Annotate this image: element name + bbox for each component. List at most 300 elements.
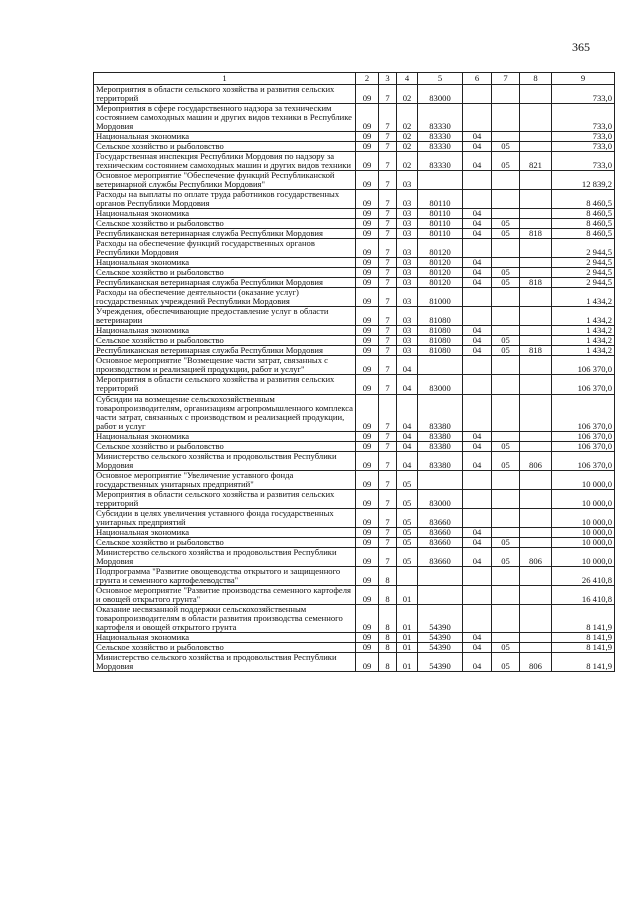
program-code-cell: 7	[379, 239, 397, 258]
amount-cell: 8 141,9	[552, 642, 615, 652]
program-code-cell: 7	[379, 171, 397, 190]
amount-cell: 733,0	[552, 142, 615, 152]
expense-code-cell: 81080	[418, 326, 463, 336]
admin-code-cell	[520, 470, 552, 489]
amount-cell: 106 370,0	[552, 375, 615, 394]
expense-code-cell	[418, 470, 463, 489]
table-row	[94, 527, 615, 537]
item-name-cell: Субсидии на возмещение сельскохозяйственным товаропроизводителям, организациям агропромышленного комплекса части затрат, связанных с производством и реализацией продукции, работ и услуг	[94, 394, 356, 431]
section-code-cell: 04	[463, 142, 492, 152]
item-name-cell: Основное мероприятие "Обеспечение функций Республиканской ветеринарной службы Республики Мордовия"	[94, 171, 356, 190]
section-code-cell: 04	[463, 229, 492, 239]
activity-code-cell: 03	[397, 346, 418, 356]
program-code-cell: 7	[379, 132, 397, 142]
amount-cell: 10 000,0	[552, 527, 615, 537]
expense-code-cell: 81080	[418, 307, 463, 326]
section-code-cell	[463, 85, 492, 104]
admin-code-cell	[520, 268, 552, 278]
ministry-code-cell: 09	[356, 508, 379, 527]
expense-code-cell: 83660	[418, 547, 463, 566]
amount-cell: 733,0	[552, 85, 615, 104]
table-row	[94, 132, 615, 142]
amount-cell: 1 434,2	[552, 288, 615, 307]
expense-code-cell: 83660	[418, 508, 463, 527]
program-code-cell: 8	[379, 652, 397, 671]
subsection-code-cell	[492, 604, 520, 632]
subsection-code-cell	[492, 508, 520, 527]
admin-code-cell	[520, 85, 552, 104]
table-row	[94, 642, 615, 652]
activity-code-cell: 04	[397, 375, 418, 394]
section-code-cell	[463, 566, 492, 585]
expense-code-cell: 80110	[418, 190, 463, 209]
ministry-code-cell: 09	[356, 307, 379, 326]
section-code-cell: 04	[463, 441, 492, 451]
header-cell: 3	[379, 73, 397, 85]
amount-cell: 8 141,9	[552, 604, 615, 632]
ministry-code-cell: 09	[356, 336, 379, 346]
amount-cell: 2 944,5	[552, 278, 615, 288]
program-code-cell: 7	[379, 470, 397, 489]
item-name-cell: Мероприятия в области сельского хозяйства и развития сельских территорий	[94, 375, 356, 394]
subsection-code-cell	[492, 104, 520, 132]
ministry-code-cell: 09	[356, 604, 379, 632]
table-row	[94, 632, 615, 642]
subsection-code-cell	[492, 190, 520, 209]
amount-cell: 733,0	[552, 152, 615, 171]
amount-cell: 12 839,2	[552, 171, 615, 190]
amount-cell: 16 410,8	[552, 585, 615, 604]
item-name-cell: Мероприятия в области сельского хозяйства и развития сельских территорий	[94, 489, 356, 508]
expense-code-cell: 83380	[418, 441, 463, 451]
ministry-code-cell: 09	[356, 527, 379, 537]
admin-code-cell	[520, 394, 552, 431]
amount-cell: 26 410,8	[552, 566, 615, 585]
expense-code-cell: 81000	[418, 288, 463, 307]
admin-code-cell	[520, 356, 552, 375]
activity-code-cell: 03	[397, 268, 418, 278]
activity-code-cell: 03	[397, 258, 418, 268]
program-code-cell: 7	[379, 85, 397, 104]
table-row	[94, 219, 615, 229]
table-row	[94, 585, 615, 604]
table-row	[94, 171, 615, 190]
admin-code-cell	[520, 190, 552, 209]
ministry-code-cell: 09	[356, 632, 379, 642]
ministry-code-cell: 09	[356, 346, 379, 356]
section-code-cell	[463, 375, 492, 394]
subsection-code-cell: 05	[492, 278, 520, 288]
section-code-cell: 04	[463, 652, 492, 671]
amount-cell: 106 370,0	[552, 356, 615, 375]
amount-cell: 8 460,5	[552, 229, 615, 239]
program-code-cell: 8	[379, 566, 397, 585]
section-code-cell: 04	[463, 219, 492, 229]
subsection-code-cell	[492, 375, 520, 394]
expense-code-cell: 80110	[418, 219, 463, 229]
program-code-cell: 7	[379, 489, 397, 508]
section-code-cell	[463, 470, 492, 489]
item-name-cell: Сельское хозяйство и рыболовство	[94, 336, 356, 346]
admin-code-cell	[520, 566, 552, 585]
program-code-cell: 7	[379, 288, 397, 307]
admin-code-cell	[520, 132, 552, 142]
activity-code-cell: 03	[397, 190, 418, 209]
section-code-cell: 04	[463, 632, 492, 642]
activity-code-cell: 03	[397, 239, 418, 258]
admin-code-cell	[520, 441, 552, 451]
ministry-code-cell: 09	[356, 642, 379, 652]
activity-code-cell: 03	[397, 209, 418, 219]
ministry-code-cell: 09	[356, 142, 379, 152]
subsection-code-cell: 05	[492, 336, 520, 346]
section-code-cell: 04	[463, 527, 492, 537]
program-code-cell: 7	[379, 258, 397, 268]
header-cell: 6	[463, 73, 492, 85]
subsection-code-cell: 05	[492, 451, 520, 470]
ministry-code-cell: 09	[356, 229, 379, 239]
subsection-code-cell	[492, 307, 520, 326]
expense-code-cell: 80110	[418, 229, 463, 239]
table-row	[94, 508, 615, 527]
program-code-cell: 7	[379, 209, 397, 219]
ministry-code-cell: 09	[356, 431, 379, 441]
item-name-cell: Основное мероприятие "Развитие производства семенного картофеля и овощей открытого грунта"	[94, 585, 356, 604]
admin-code-cell	[520, 209, 552, 219]
item-name-cell: Национальная экономика	[94, 431, 356, 441]
activity-code-cell: 04	[397, 394, 418, 431]
table-header-row	[94, 73, 615, 85]
program-code-cell: 7	[379, 268, 397, 278]
amount-cell: 1 434,2	[552, 326, 615, 336]
admin-code-cell: 821	[520, 152, 552, 171]
ministry-code-cell: 09	[356, 239, 379, 258]
table-row	[94, 489, 615, 508]
admin-code-cell: 806	[520, 547, 552, 566]
expense-code-cell	[418, 585, 463, 604]
ministry-code-cell: 09	[356, 375, 379, 394]
expense-code-cell: 83660	[418, 537, 463, 547]
expense-code-cell	[418, 171, 463, 190]
ministry-code-cell: 09	[356, 394, 379, 431]
amount-cell: 106 370,0	[552, 441, 615, 451]
header-cell: 8	[520, 73, 552, 85]
ministry-code-cell: 09	[356, 219, 379, 229]
admin-code-cell	[520, 375, 552, 394]
item-name-cell: Основное мероприятие "Возмещение части затрат, связанных с производством и реализацией продукции, работ и услуг"	[94, 356, 356, 375]
section-code-cell	[463, 190, 492, 209]
program-code-cell: 7	[379, 375, 397, 394]
section-code-cell: 04	[463, 209, 492, 219]
table-row	[94, 307, 615, 326]
program-code-cell: 7	[379, 336, 397, 346]
activity-code-cell: 01	[397, 585, 418, 604]
ministry-code-cell: 09	[356, 356, 379, 375]
subsection-code-cell	[492, 632, 520, 642]
amount-cell: 8 141,9	[552, 652, 615, 671]
program-code-cell: 7	[379, 356, 397, 375]
activity-code-cell: 01	[397, 652, 418, 671]
program-code-cell: 7	[379, 326, 397, 336]
expense-code-cell: 83000	[418, 85, 463, 104]
item-name-cell: Расходы на обеспечение функций государственных органов Республики Мордовия	[94, 239, 356, 258]
amount-cell: 106 370,0	[552, 431, 615, 441]
table-row	[94, 336, 615, 346]
program-code-cell: 7	[379, 441, 397, 451]
section-code-cell: 04	[463, 537, 492, 547]
program-code-cell: 7	[379, 537, 397, 547]
section-code-cell: 04	[463, 451, 492, 470]
amount-cell: 2 944,5	[552, 239, 615, 258]
section-code-cell: 04	[463, 346, 492, 356]
program-code-cell: 7	[379, 394, 397, 431]
admin-code-cell	[520, 142, 552, 152]
section-code-cell	[463, 307, 492, 326]
program-code-cell: 8	[379, 632, 397, 642]
expense-code-cell: 80120	[418, 239, 463, 258]
table-row	[94, 85, 615, 104]
amount-cell: 106 370,0	[552, 394, 615, 431]
program-code-cell: 7	[379, 346, 397, 356]
admin-code-cell	[520, 258, 552, 268]
section-code-cell: 04	[463, 431, 492, 441]
subsection-code-cell	[492, 431, 520, 441]
subsection-code-cell	[492, 132, 520, 142]
admin-code-cell	[520, 508, 552, 527]
activity-code-cell: 05	[397, 547, 418, 566]
admin-code-cell: 818	[520, 346, 552, 356]
activity-code-cell: 04	[397, 451, 418, 470]
item-name-cell: Республиканская ветеринарная служба Республики Мордовия	[94, 346, 356, 356]
program-code-cell: 7	[379, 527, 397, 537]
item-name-cell: Сельское хозяйство и рыболовство	[94, 537, 356, 547]
item-name-cell: Государственная инспекция Республики Мордовия по надзору за техническим состоянием самоходных машин и других видов техники	[94, 152, 356, 171]
item-name-cell: Сельское хозяйство и рыболовство	[94, 268, 356, 278]
amount-cell: 1 434,2	[552, 346, 615, 356]
admin-code-cell	[520, 219, 552, 229]
item-name-cell: Сельское хозяйство и рыболовство	[94, 642, 356, 652]
item-name-cell: Национальная экономика	[94, 326, 356, 336]
subsection-code-cell: 05	[492, 229, 520, 239]
program-code-cell: 8	[379, 585, 397, 604]
activity-code-cell: 05	[397, 527, 418, 537]
subsection-code-cell	[492, 288, 520, 307]
table-row	[94, 470, 615, 489]
admin-code-cell	[520, 604, 552, 632]
header-cell: 4	[397, 73, 418, 85]
table-row	[94, 239, 615, 258]
subsection-code-cell	[492, 470, 520, 489]
subsection-code-cell: 05	[492, 441, 520, 451]
subsection-code-cell: 05	[492, 547, 520, 566]
admin-code-cell	[520, 336, 552, 346]
program-code-cell: 7	[379, 451, 397, 470]
section-code-cell: 04	[463, 152, 492, 171]
activity-code-cell: 03	[397, 278, 418, 288]
expense-code-cell: 83380	[418, 431, 463, 441]
ministry-code-cell: 09	[356, 85, 379, 104]
section-code-cell: 04	[463, 278, 492, 288]
amount-cell: 8 460,5	[552, 190, 615, 209]
expense-code-cell: 83660	[418, 527, 463, 537]
expense-code-cell: 81080	[418, 346, 463, 356]
activity-code-cell: 03	[397, 288, 418, 307]
item-name-cell: Оказание несвязанной поддержки сельскохозяйственным товаропроизводителям в области развития производства семенного картофеля и овощей открытого грунта	[94, 604, 356, 632]
table-row	[94, 356, 615, 375]
activity-code-cell: 05	[397, 470, 418, 489]
section-code-cell	[463, 585, 492, 604]
expense-code-cell: 54390	[418, 604, 463, 632]
admin-code-cell	[520, 326, 552, 336]
item-name-cell: Субсидии в целях увеличения уставного фонда государственных унитарных предприятий	[94, 508, 356, 527]
activity-code-cell: 01	[397, 604, 418, 632]
item-name-cell: Национальная экономика	[94, 258, 356, 268]
ministry-code-cell: 09	[356, 566, 379, 585]
expense-code-cell: 80110	[418, 209, 463, 219]
expense-code-cell: 83330	[418, 152, 463, 171]
program-code-cell: 8	[379, 604, 397, 632]
section-code-cell: 04	[463, 642, 492, 652]
section-code-cell	[463, 394, 492, 431]
amount-cell: 10 000,0	[552, 489, 615, 508]
activity-code-cell: 03	[397, 336, 418, 346]
program-code-cell: 7	[379, 152, 397, 171]
item-name-cell: Национальная экономика	[94, 527, 356, 537]
expense-code-cell: 54390	[418, 642, 463, 652]
subsection-code-cell	[492, 171, 520, 190]
subsection-code-cell	[492, 566, 520, 585]
admin-code-cell	[520, 239, 552, 258]
activity-code-cell: 01	[397, 632, 418, 642]
item-name-cell: Министерство сельского хозяйства и продовольствия Республики Мордовия	[94, 451, 356, 470]
expense-code-cell: 80120	[418, 268, 463, 278]
expense-code-cell: 81080	[418, 336, 463, 346]
table-row	[94, 652, 615, 671]
activity-code-cell	[397, 566, 418, 585]
amount-cell: 10 000,0	[552, 537, 615, 547]
activity-code-cell: 04	[397, 356, 418, 375]
activity-code-cell: 04	[397, 431, 418, 441]
amount-cell: 1 434,2	[552, 336, 615, 346]
item-name-cell: Расходы на выплаты по оплате труда работников государственных органов Республики Мордовия	[94, 190, 356, 209]
program-code-cell: 7	[379, 219, 397, 229]
activity-code-cell: 05	[397, 537, 418, 547]
program-code-cell: 7	[379, 104, 397, 132]
item-name-cell: Учреждения, обеспечивающие предоставление услуг в области ветеринарии	[94, 307, 356, 326]
expense-code-cell: 83330	[418, 104, 463, 132]
section-code-cell	[463, 356, 492, 375]
subsection-code-cell	[492, 585, 520, 604]
subsection-code-cell	[492, 527, 520, 537]
ministry-code-cell: 09	[356, 537, 379, 547]
subsection-code-cell: 05	[492, 152, 520, 171]
admin-code-cell: 818	[520, 229, 552, 239]
section-code-cell	[463, 489, 492, 508]
admin-code-cell	[520, 585, 552, 604]
expense-code-cell	[418, 356, 463, 375]
table-body	[94, 85, 615, 672]
amount-cell: 8 460,5	[552, 209, 615, 219]
amount-cell: 8 141,9	[552, 632, 615, 642]
admin-code-cell	[520, 489, 552, 508]
section-code-cell: 04	[463, 132, 492, 142]
activity-code-cell: 03	[397, 326, 418, 336]
program-code-cell: 8	[379, 642, 397, 652]
item-name-cell: Министерство сельского хозяйства и продовольствия Республики Мордовия	[94, 547, 356, 566]
item-name-cell: Министерство сельского хозяйства и продовольствия Республики Мордовия	[94, 652, 356, 671]
ministry-code-cell: 09	[356, 441, 379, 451]
subsection-code-cell: 05	[492, 346, 520, 356]
program-code-cell: 7	[379, 229, 397, 239]
header-cell: 2	[356, 73, 379, 85]
table-row	[94, 604, 615, 632]
section-code-cell	[463, 239, 492, 258]
activity-code-cell: 03	[397, 171, 418, 190]
table-row	[94, 190, 615, 209]
ministry-code-cell: 09	[356, 585, 379, 604]
section-code-cell: 04	[463, 336, 492, 346]
table-row	[94, 142, 615, 152]
header-cell: 1	[94, 73, 356, 85]
amount-cell: 10 000,0	[552, 547, 615, 566]
header-cell: 9	[552, 73, 615, 85]
item-name-cell: Национальная экономика	[94, 209, 356, 219]
expense-code-cell: 83330	[418, 132, 463, 142]
admin-code-cell	[520, 632, 552, 642]
item-name-cell: Республиканская ветеринарная служба Республики Мордовия	[94, 229, 356, 239]
header-cell: 5	[418, 73, 463, 85]
ministry-code-cell: 09	[356, 104, 379, 132]
ministry-code-cell: 09	[356, 470, 379, 489]
subsection-code-cell	[492, 85, 520, 104]
subsection-code-cell: 05	[492, 268, 520, 278]
subsection-code-cell: 05	[492, 142, 520, 152]
item-name-cell: Сельское хозяйство и рыболовство	[94, 219, 356, 229]
admin-code-cell: 806	[520, 451, 552, 470]
ministry-code-cell: 09	[356, 268, 379, 278]
table-row	[94, 268, 615, 278]
admin-code-cell: 818	[520, 278, 552, 288]
table-row	[94, 566, 615, 585]
subsection-code-cell: 05	[492, 219, 520, 229]
section-code-cell	[463, 604, 492, 632]
expense-code-cell: 80120	[418, 258, 463, 268]
amount-cell: 8 460,5	[552, 219, 615, 229]
program-code-cell: 7	[379, 307, 397, 326]
section-code-cell	[463, 508, 492, 527]
ministry-code-cell: 09	[356, 288, 379, 307]
ministry-code-cell: 09	[356, 547, 379, 566]
ministry-code-cell: 09	[356, 258, 379, 268]
table-row	[94, 394, 615, 431]
admin-code-cell	[520, 527, 552, 537]
table-row	[94, 375, 615, 394]
admin-code-cell	[520, 537, 552, 547]
ministry-code-cell: 09	[356, 190, 379, 209]
program-code-cell: 7	[379, 142, 397, 152]
subsection-code-cell	[492, 258, 520, 268]
expense-code-cell: 83000	[418, 375, 463, 394]
ministry-code-cell: 09	[356, 489, 379, 508]
table-row	[94, 288, 615, 307]
subsection-code-cell	[492, 326, 520, 336]
table-row	[94, 451, 615, 470]
table-row	[94, 258, 615, 268]
activity-code-cell: 02	[397, 85, 418, 104]
ministry-code-cell: 09	[356, 152, 379, 171]
ministry-code-cell: 09	[356, 652, 379, 671]
expense-code-cell	[418, 566, 463, 585]
